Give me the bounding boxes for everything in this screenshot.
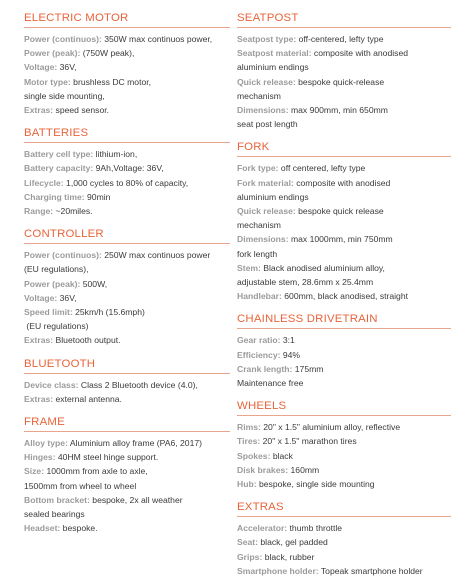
spec-row <box>237 477 451 491</box>
spec-row <box>237 289 451 303</box>
spec-value: 94% <box>280 349 301 360</box>
spec-value: (750W peak), <box>80 48 135 59</box>
section-title: FORK <box>237 141 270 154</box>
spec-row <box>24 305 230 319</box>
spec-row <box>237 60 451 74</box>
spec-key: Rims: <box>237 422 261 433</box>
spec-row <box>237 535 451 549</box>
spec-row <box>24 190 230 204</box>
spec-value: 250W max continuos power <box>101 250 211 261</box>
spec-key: Power (continuos): <box>24 250 102 261</box>
spec-key: Device class: <box>24 379 79 390</box>
spec-row <box>24 103 230 117</box>
spec-key: Power (continuos): <box>24 34 102 44</box>
spec-value: composite with anodised <box>311 48 409 59</box>
section-divider <box>24 431 230 432</box>
section-bluetooth <box>24 356 230 406</box>
spec-value: 20" x 1.5" marathon tires <box>260 436 357 447</box>
spec-row <box>237 463 451 477</box>
spec-key: Power (peak): <box>24 278 81 289</box>
spec-value: Maintenance free <box>237 378 304 389</box>
spec-row <box>237 521 451 535</box>
spec-value: speed sensor. <box>53 105 110 116</box>
spec-row <box>237 362 451 376</box>
spec-value: 160mm <box>288 464 320 475</box>
spec-value: 36V, <box>57 292 77 303</box>
spec-value: external antenna. <box>53 393 122 404</box>
section-title: FRAME <box>24 416 65 429</box>
spec-key: Speed limit: <box>24 307 73 318</box>
spec-value: mechanism <box>237 90 281 101</box>
spec-key: Fork material: <box>237 177 294 188</box>
spec-value: composite with anodised <box>293 177 391 188</box>
spec-row <box>237 32 451 46</box>
spec-row <box>237 275 451 289</box>
spec-key: Voltage: <box>24 292 58 303</box>
spec-row <box>24 46 230 60</box>
spec-value: 9Ah,Voltage: 36V, <box>93 163 164 174</box>
spec-value: 500W, <box>80 278 108 289</box>
spec-row <box>237 46 451 60</box>
section-divider <box>24 27 230 28</box>
spec-row <box>237 161 451 175</box>
section-extras <box>237 499 451 578</box>
spec-row <box>24 161 230 175</box>
spec-value: 3:1 <box>280 335 295 346</box>
spec-row <box>237 550 451 564</box>
spec-key: Alloy type: <box>24 438 68 449</box>
section-divider <box>237 328 451 329</box>
section-divider <box>237 415 451 416</box>
spec-key: Lifecycle: <box>24 177 64 188</box>
spec-row <box>237 218 451 232</box>
spec-row <box>24 450 230 464</box>
spec-row <box>237 449 451 463</box>
spec-row <box>237 348 451 362</box>
spec-row <box>24 204 230 218</box>
spec-row <box>237 176 451 190</box>
spec-key: Extras: <box>24 393 54 404</box>
spec-row <box>24 507 230 521</box>
spec-row <box>24 147 230 161</box>
spec-key: Seatpost type: <box>237 34 297 44</box>
spec-value: (EU regulations), <box>24 264 89 275</box>
spec-value: bespoke quick release <box>295 206 384 217</box>
spec-key: Charging time: <box>24 191 85 202</box>
spec-key: Hinges: <box>24 452 56 463</box>
section-electric-motor <box>24 10 230 117</box>
section-title: BLUETOOTH <box>24 357 96 370</box>
spec-row <box>24 436 230 450</box>
section-wheels <box>237 398 451 491</box>
spec-row <box>237 261 451 275</box>
spec-value: ~20miles. <box>53 206 93 217</box>
spec-value: off centered, lefty type <box>278 163 366 174</box>
spec-row <box>24 333 230 347</box>
spec-value: bespoke. <box>60 523 98 534</box>
spec-value: Aluminium alloy frame (PA6, 2017) <box>67 438 202 449</box>
spec-row <box>237 420 451 434</box>
spec-key: Range: <box>24 206 54 217</box>
spec-key: Fork type: <box>237 163 279 174</box>
spec-key: Dimensions: <box>237 105 289 116</box>
section-title: BATTERIES <box>24 127 89 140</box>
section-batteries <box>24 125 230 218</box>
section-divider <box>237 27 451 28</box>
spec-value: 90min <box>84 191 111 202</box>
spec-row <box>237 204 451 218</box>
spec-key: Headset: <box>24 523 61 534</box>
spec-value: 1500mm from wheel to wheel <box>24 480 137 491</box>
spec-value: single side mounting, <box>24 90 105 101</box>
section-title: CHAINLESS DRIVETRAIN <box>237 313 378 326</box>
spec-key: Quick release: <box>237 76 296 87</box>
spec-row <box>237 103 451 117</box>
spec-value: aluminium endings <box>237 191 309 202</box>
spec-key: Battery cell type: <box>24 149 94 160</box>
spec-row <box>24 378 230 392</box>
spec-value: 40HM steel hinge support. <box>55 452 159 463</box>
spec-row <box>24 262 230 276</box>
spec-value: black <box>270 450 293 461</box>
spec-row <box>237 376 451 390</box>
spec-value: 175mm <box>292 363 324 374</box>
spec-key: Power (peak): <box>24 48 81 59</box>
spec-row <box>24 248 230 262</box>
spec-value: adjustable stem, 28.6mm x 25.4mm <box>237 277 374 288</box>
spec-value: seat post length <box>237 119 298 130</box>
spec-row <box>237 89 451 103</box>
spec-value: (EU regulations) <box>24 321 89 332</box>
spec-key: Stem: <box>237 262 261 273</box>
spec-value: black, gel padded <box>258 537 328 548</box>
spec-key: Grips: <box>237 551 263 562</box>
spec-key: Motor type: <box>24 76 71 87</box>
spec-row <box>24 32 230 46</box>
spec-value: aluminium endings <box>237 62 309 73</box>
spec-key: Seat: <box>237 537 259 548</box>
spec-key: Dimensions: <box>237 234 289 245</box>
spec-value: max 1000mm, min 750mm <box>288 234 393 245</box>
spec-value: 1,000 cycles to 80% of capacity, <box>63 177 189 188</box>
spec-value: 20" x 1.5" aluminium alloy, reflective <box>260 422 401 433</box>
spec-value: black, rubber <box>262 551 315 562</box>
spec-row <box>24 89 230 103</box>
spec-key: Smartphone holder: <box>237 565 319 576</box>
spec-value: sealed bearings <box>24 509 85 520</box>
section-title: WHEELS <box>237 400 287 413</box>
spec-row <box>237 247 451 261</box>
spec-value: thumb throttle <box>287 523 343 534</box>
spec-row <box>237 117 451 131</box>
section-divider <box>237 516 451 517</box>
spec-value: bespoke, 2x all weather <box>89 494 183 505</box>
spec-row <box>237 434 451 448</box>
spec-value: brushless DC motor, <box>70 76 152 87</box>
spec-value: Class 2 Bluetooth device (4.0), <box>78 379 198 390</box>
spec-row <box>24 479 230 493</box>
spec-row <box>24 493 230 507</box>
spec-key: Handlebar: <box>237 291 282 302</box>
right-column <box>237 10 451 586</box>
spec-value: 600mm, black anodised, straight <box>281 291 408 302</box>
spec-value: 36V, <box>57 62 77 73</box>
spec-value: mechanism <box>237 220 281 231</box>
spec-row <box>24 464 230 478</box>
spec-row <box>237 75 451 89</box>
spec-value: 350W max continuos power, <box>101 34 213 44</box>
spec-row <box>24 291 230 305</box>
section-divider <box>24 243 230 244</box>
left-column <box>24 10 230 543</box>
spec-row <box>24 521 230 535</box>
section-controller <box>24 226 230 347</box>
spec-value: bespoke, single side mounting <box>256 479 375 490</box>
spec-key: Tires: <box>237 436 261 447</box>
section-divider <box>24 142 230 143</box>
section-seatpost <box>237 10 451 131</box>
spec-key: Bottom bracket: <box>24 494 90 505</box>
spec-key: Size: <box>24 466 45 477</box>
section-title: CONTROLLER <box>24 228 104 241</box>
spec-key: Extras: <box>24 335 54 346</box>
section-title: SEATPOST <box>237 12 299 24</box>
spec-key: Voltage: <box>24 62 58 73</box>
spec-key: Spokes: <box>237 450 271 461</box>
spec-row <box>24 60 230 74</box>
section-divider <box>237 156 451 157</box>
section-fork <box>237 139 451 303</box>
spec-value: lithium-ion, <box>93 149 138 160</box>
spec-key: Battery capacity: <box>24 163 94 174</box>
spec-value: max 900mm, min 650mm <box>288 105 388 116</box>
spec-row <box>24 277 230 291</box>
spec-key: Quick release: <box>237 206 296 217</box>
spec-value: 25km/h (15.6mph) <box>72 307 145 318</box>
spec-value: Bluetooth output. <box>53 335 121 346</box>
spec-value: off-centered, lefty type <box>296 34 384 44</box>
spec-key: Extras: <box>24 105 54 116</box>
spec-key: Disk brakes: <box>237 464 289 475</box>
spec-row <box>24 319 230 333</box>
spec-value: bespoke quick-release <box>295 76 385 87</box>
spec-key: Hub: <box>237 479 257 490</box>
section-chainless-drivetrain <box>237 311 451 390</box>
spec-row <box>24 176 230 190</box>
spec-row <box>237 564 451 578</box>
spec-key: Accelerator: <box>237 523 288 534</box>
spec-value: fork length <box>237 248 278 259</box>
spec-row <box>24 392 230 406</box>
spec-key: Seatpost material: <box>237 48 312 59</box>
section-frame <box>24 414 230 535</box>
spec-row <box>237 190 451 204</box>
section-title: ELECTRIC MOTOR <box>24 12 129 24</box>
spec-key: Efficiency: <box>237 349 281 360</box>
spec-value: Black anodised aluminium alloy, <box>260 262 385 273</box>
spec-value: Topeak smartphone holder <box>318 565 423 576</box>
spec-row <box>24 75 230 89</box>
spec-row <box>237 232 451 246</box>
spec-value: 1000mm from axle to axle, <box>44 466 148 477</box>
section-title: EXTRAS <box>237 501 284 514</box>
section-divider <box>24 373 230 374</box>
spec-row <box>237 333 451 347</box>
spec-key: Crank length: <box>237 363 293 374</box>
spec-key: Gear ratio: <box>237 335 281 346</box>
